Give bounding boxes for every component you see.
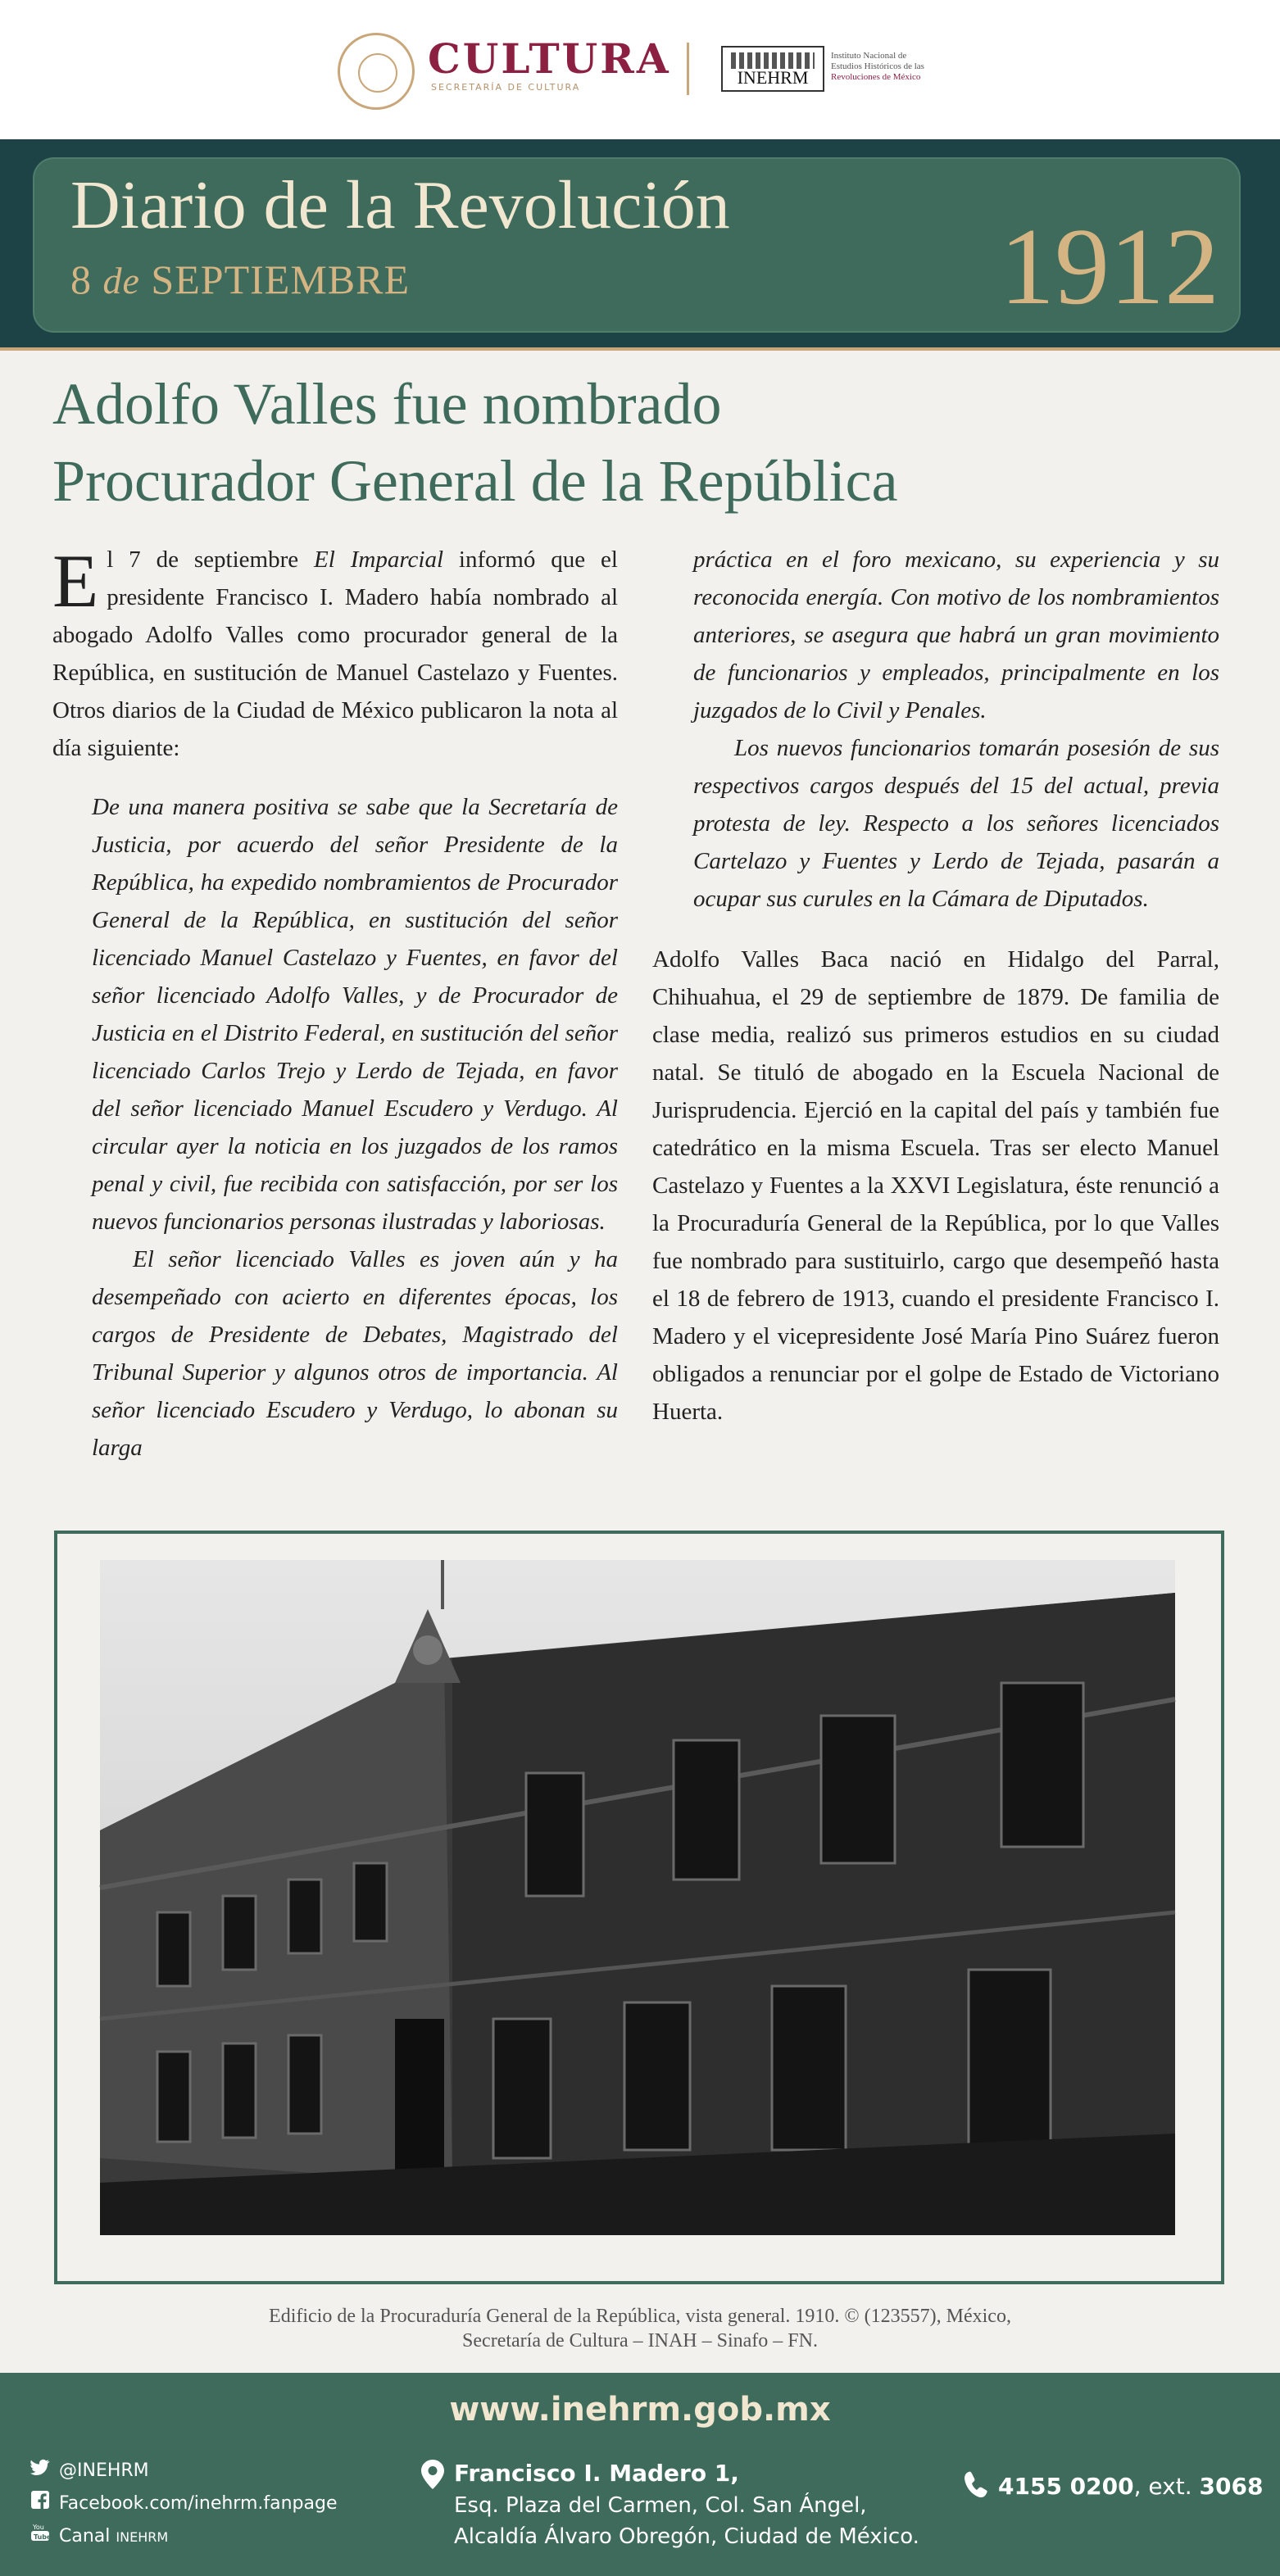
twitter-handle: @INEHRM (59, 2460, 149, 2481)
footer (0, 2373, 1280, 2576)
top-logo-bar (0, 0, 1280, 139)
date-month: SEPTIEMBRE (151, 256, 411, 302)
year-label: 1912 (1000, 206, 1219, 327)
phone-main: 4155 0200 (998, 2473, 1134, 2500)
youtube-icon (30, 2522, 51, 2547)
phone-ext-label: , ext. (1133, 2473, 1192, 2500)
quote-block-left (92, 788, 618, 1467)
intro-text-a: l 7 de septiembre (107, 546, 315, 573)
quote-paragraph-2: El señor licenciado Valles es joven aún y ha desempeñado con acierto en diferentes épocas, los cargos de Presidente de Debates, Magistrado del Tribunal Superior y algunos otros de importancia. Al señor licenciado Escudero y Verdugo, lo abonan su larga (92, 1246, 618, 1461)
publication-name: El Imparcial (314, 546, 444, 573)
address (454, 2458, 919, 2552)
institute-line-3: Revoluciones de México (831, 72, 921, 82)
cultura-logo-text: CULTURA (428, 34, 671, 83)
logo-divider (687, 43, 689, 95)
quote-paragraph-1: De una manera positiva se sabe que la Secretaría de Justicia, por acuerdo del señor Presidente de la República, ha expedido nombramientos de Procurador General de la República, en sustitución del señor licenciado Manuel Castelazo y Fuentes, en favor del señor licenciado Adolfo Valles, y de Procurador de Justicia en el Distrito Federal, en sustitución del señor licenciado Carlos Trejo y Lerdo de Tejada, en favor del señor licenciado Manuel Escudero y Verdugo. Al circular ayer la noticia en los juzgados de los ramos penal y civil, fue recibida con satisfacción, por ser los nuevos funcionarios personas ilustradas y laboriosas. (92, 794, 618, 1235)
phone-ext: 3068 (1199, 2473, 1264, 2500)
inehrm-logo (721, 46, 824, 92)
address-line-2: Esq. Plaza del Carmen, Col. San Ángel, (454, 2493, 867, 2518)
institute-name (831, 51, 924, 83)
intro-paragraph (52, 541, 618, 767)
website-link[interactable]: www.inehrm.gob.mx (449, 2391, 831, 2429)
caption-line-1: Edificio de la Procuraduría General de la República, vista general. 1910. © (123557), México, (269, 2306, 1011, 2327)
title-line-1: Adolfo Valles fue nombrado (52, 371, 722, 437)
historic-building-photo (100, 1560, 1175, 2235)
phone-number[interactable] (998, 2473, 1263, 2500)
address-line-3: Alcaldía Álvaro Obregón, Ciudad de México. (454, 2524, 919, 2549)
quote-paragraph-2-continued: práctica en el foro mexicano, su experiencia y su reconocida energía. Con motivo de los nombramientos anteriores, se asegura que habrá un gran movimiento de funcionarios y empleados, principalmente en los juzgados de lo Civil y Penales. (693, 546, 1219, 723)
facebook-icon (30, 2491, 51, 2514)
svg-text:Tube: Tube (34, 2533, 52, 2541)
inehrm-logo-text: INEHRM (737, 67, 809, 88)
title-line-2: Procurador General de la República (52, 448, 898, 514)
phone-icon (964, 2471, 987, 2499)
header-gold-rule (0, 347, 1280, 351)
youtube-link[interactable] (30, 2522, 168, 2547)
quote-paragraph-3: Los nuevos funcionarios tomarán posesión de sus respectivos cargos después del 15 del actual, previa protesta de ley. Respecto a los señores licenciados Cartelazo y Fuentes y Lerdo de Tejada, pasarán a ocupar sus curules en la Cámara de Diputados. (693, 735, 1219, 912)
svg-text:You: You (33, 2524, 44, 2531)
institute-line-1: Instituto Nacional de (831, 51, 907, 61)
institute-line-2: Estudios Históricos de las (831, 61, 924, 71)
intro-text-b: informó que el presidente Francisco I. Madero había nombrado al abogado Adolfo Valles como procurador general de la República, en sustitución de Manuel Castelazo y Fuentes. Otros diarios de la Ciudad de México publicaron la nota al día siguiente: (52, 546, 618, 761)
building-illustration (100, 1560, 1175, 2235)
series-title: Diario de la Revolución (70, 167, 730, 243)
twitter-icon (30, 2460, 51, 2481)
youtube-label: Canal (59, 2526, 111, 2547)
location-pin-icon (421, 2460, 444, 2489)
facebook-url: Facebook.com/inehrm.fanpage (59, 2493, 338, 2514)
caption-line-2: Secretaría de Cultura – INAH – Sinafo – FN. (462, 2330, 818, 2352)
photo-caption (164, 2304, 1116, 2353)
address-line-1: Francisco I. Madero 1, (454, 2460, 739, 2487)
biography-text: Adolfo Valles Baca nació en Hidalgo del Parral, Chihuahua, el 29 de septiembre de 1879. De familia de clase media, realizó sus primeros estudios en su ciudad natal. Se tituló de abogado en la Escuela Nacional de Jurisprudencia. Ejerció en la capital del país y también fue catedrático en la misma Escuela. Tras ser electo Manuel Castelazo y Fuentes a la XXVI Legislatura, éste renunció a la Procuraduría General de la República, por lo que Valles fue nombrado para sustituirlo, cargo que desempeñó hasta el 18 de febrero de 1913, cuando el presidente Francisco I. Madero y el vicepresidente José María Pino Suárez fueron obligados a renunciar por el golpe de Estado de Victoriano Huerta. (652, 946, 1219, 1425)
building-icon (731, 52, 815, 69)
cultura-logo-subtitle: SECRETARÍA DE CULTURA (431, 82, 581, 93)
youtube-channel: INEHRM (116, 2529, 169, 2545)
date-day: 8 (70, 256, 92, 302)
date-label (70, 256, 410, 303)
date-de: de (102, 260, 140, 302)
biography-paragraph (652, 941, 1219, 1431)
article-title (52, 365, 1216, 519)
quote-block-right (693, 541, 1219, 918)
twitter-link[interactable] (30, 2460, 149, 2481)
drop-cap: E (52, 539, 99, 623)
national-seal-logo (338, 33, 415, 110)
facebook-link[interactable] (30, 2491, 338, 2514)
